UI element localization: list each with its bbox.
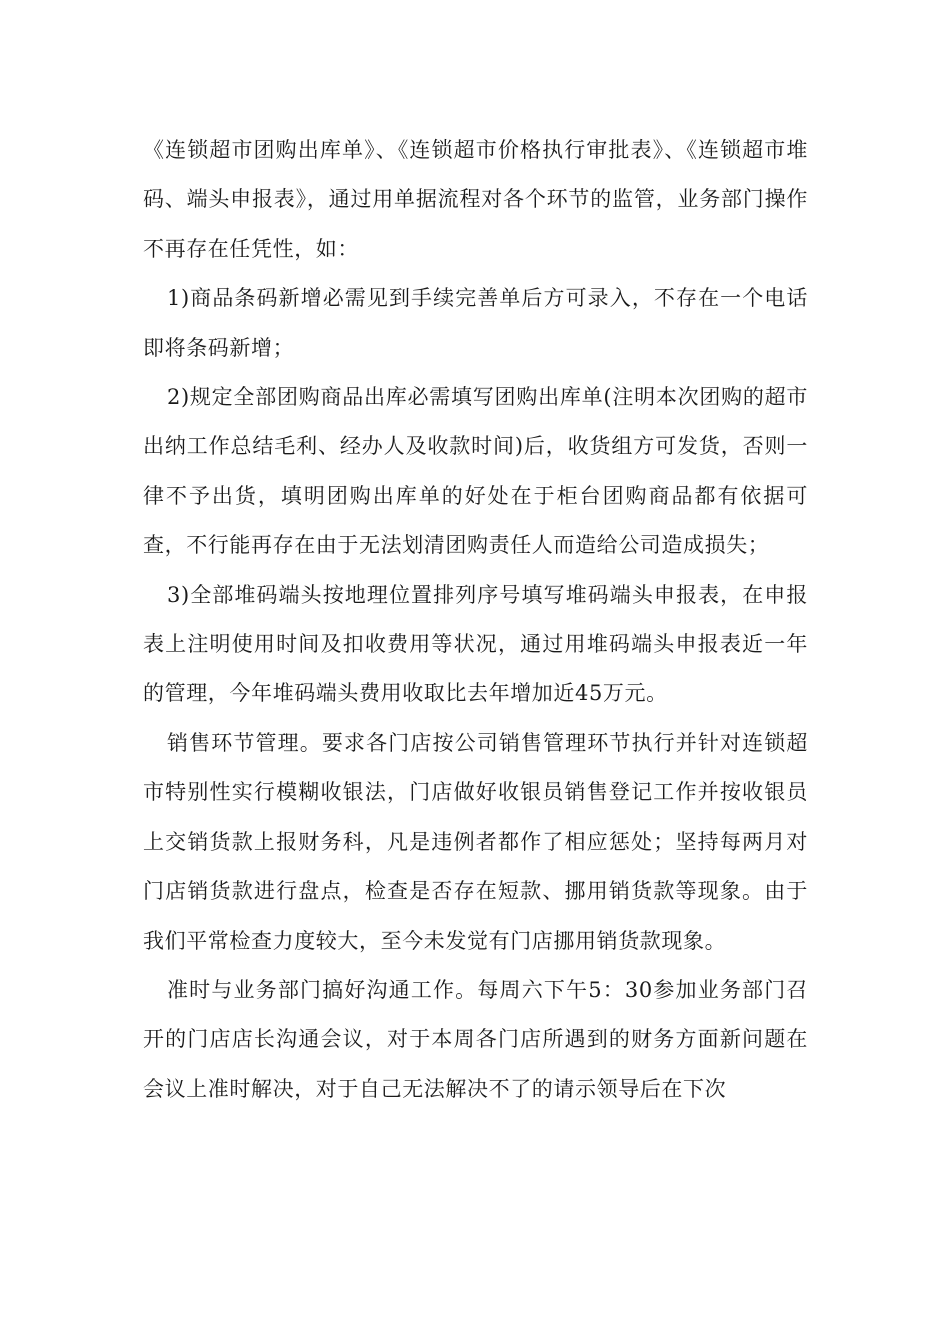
paragraph-item-3: 3)全部堆码端头按地理位置排列序号填写堆码端头申报表，在申报表上注明使用时间及扣收费用等状况，通过用堆码端头申报表近一年的管理，今年堆码端头费用收取比去年增加近45万元。 <box>143 582 808 706</box>
paragraph-communication: 准时与业务部门搞好沟通工作。每周六下午5：30参加业务部门召开的门店店长沟通会议，对于本周各门店所遇到的财务方面新问题在会议上准时解决，对于自己无法解决不了的请示领导后在下次 <box>143 977 808 1101</box>
paragraph-sales-management: 销售环节管理。要求各门店按公司销售管理环节执行并针对连锁超市特别性实行模糊收银法，门店做好收银员销售登记工作并按收银员上交销货款上报财务科，凡是违例者都作了相应惩处；坚持每两月对门店销货款进行盘点，检查是否存在短款、挪用销货款等现象。由于我们平常检查力度较大，至今未发觉有门店挪用销货款现象。 <box>143 730 808 953</box>
paragraph-forms-list: 《连锁超市团购出库单》、《连锁超市价格执行审批表》、《连锁超市堆码、端头申报表》，通过用单据流程对各个环节的监管，业务部门操作不再存在任凭性，如： <box>143 138 808 261</box>
document-body <box>143 126 808 1114</box>
paragraph-item-2: 2)规定全部团购商品出库必需填写团购出库单(注明本次团购的超市出纳工作总结毛利、经办人及收款时间)后，收货组方可发货，否则一律不予出货，填明团购出库单的好处在于柜台团购商品都有依据可查，不行能再存在由于无法划清团购责任人而造给公司造成损失； <box>143 385 808 558</box>
paragraph-item-1: 1)商品条码新增必需见到手续完善单后方可录入，不存在一个电话即将条码新增； <box>143 286 808 360</box>
